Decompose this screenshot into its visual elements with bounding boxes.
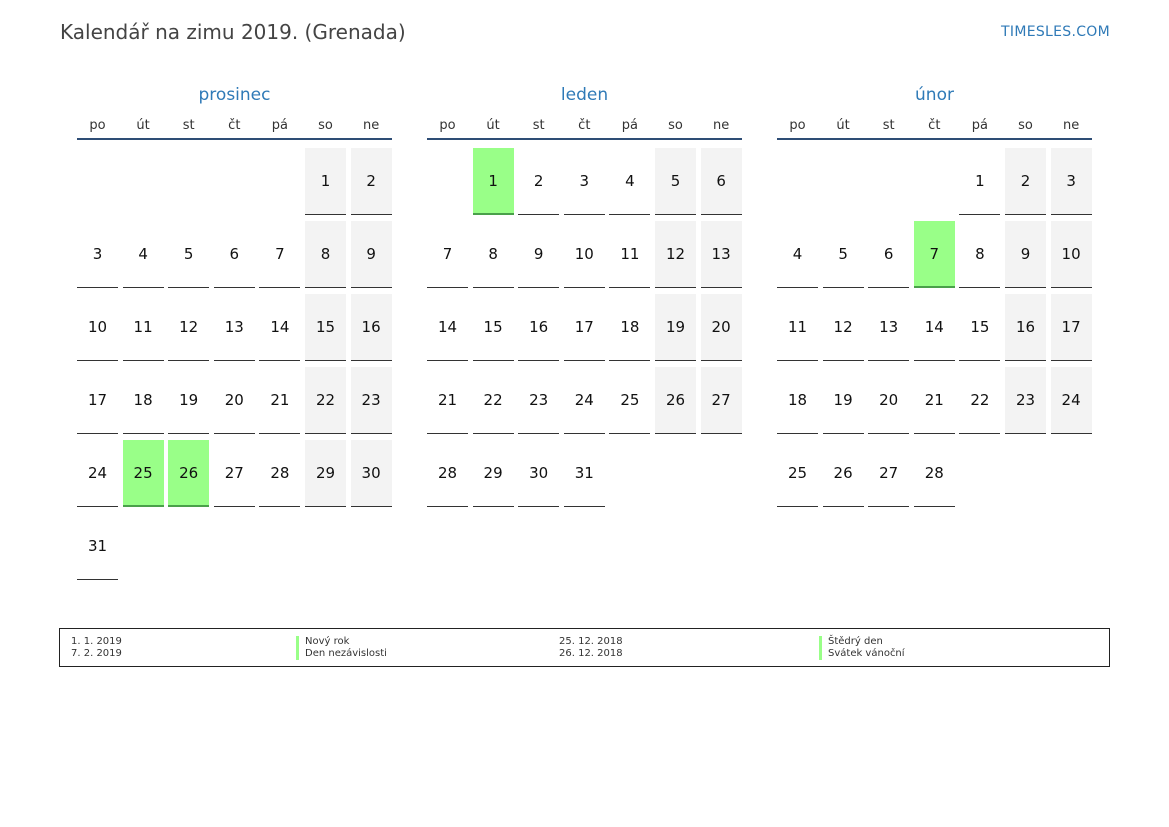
weekday-label: čt: [228, 118, 241, 133]
day-cell: 14: [914, 294, 955, 361]
day-cell: 9: [1005, 221, 1046, 288]
day-cell: 2: [351, 148, 392, 215]
legend-date: 25. 12. 2018: [559, 636, 623, 647]
day-cell: 30: [518, 440, 559, 507]
day-cell: 1: [473, 148, 514, 215]
legend-names-column: [296, 636, 387, 660]
day-cell: 10: [77, 294, 118, 361]
legend-holiday-name: Štědrý den: [819, 636, 905, 648]
day-cell: 2: [1005, 148, 1046, 215]
day-cell: 18: [777, 367, 818, 434]
weekday-header: [427, 118, 742, 140]
day-cell: 16: [518, 294, 559, 361]
month-calendar-february: [777, 84, 1092, 482]
holiday-legend: [59, 628, 1110, 667]
legend-names-column: [819, 636, 905, 660]
day-cell: 10: [1051, 221, 1092, 288]
day-cell: 19: [655, 294, 696, 361]
day-cell: 31: [77, 513, 118, 580]
day-cell: 19: [168, 367, 209, 434]
weekday-label: ne: [362, 118, 380, 133]
day-cell: 17: [77, 367, 118, 434]
day-cell: 27: [701, 367, 742, 434]
day-cell: 13: [701, 221, 742, 288]
legend-date: 1. 1. 2019: [71, 636, 122, 647]
day-cell: 15: [305, 294, 346, 361]
weekday-label: so: [668, 118, 683, 133]
weekday-header: [77, 118, 392, 140]
day-cell: 8: [959, 221, 1000, 288]
day-cell: 28: [259, 440, 300, 507]
day-cell: 16: [1005, 294, 1046, 361]
day-cell: 29: [305, 440, 346, 507]
day-cell: 21: [427, 367, 468, 434]
legend-dates-column: [559, 636, 623, 660]
day-cell: 24: [77, 440, 118, 507]
legend-date: 26. 12. 2018: [559, 648, 623, 659]
month-calendar-january: [427, 84, 742, 482]
day-cell: 20: [868, 367, 909, 434]
weekday-label: po: [789, 118, 806, 133]
day-cell: 5: [168, 221, 209, 288]
month-name: prosinec: [198, 85, 271, 105]
day-cell: 18: [123, 367, 164, 434]
day-cell: 21: [914, 367, 955, 434]
day-cell: 23: [518, 367, 559, 434]
legend-dates-column: [71, 636, 122, 660]
day-cell: 28: [914, 440, 955, 507]
legend-holiday-name: Svátek vánoční: [819, 648, 905, 660]
day-cell: 13: [214, 294, 255, 361]
day-cell: 26: [168, 440, 209, 507]
weekday-label: po: [439, 118, 456, 133]
day-cell: 18: [609, 294, 650, 361]
day-cell: 2: [518, 148, 559, 215]
day-cell: 7: [259, 221, 300, 288]
day-cell: 8: [473, 221, 514, 288]
day-cell: 3: [77, 221, 118, 288]
day-cell: 6: [701, 148, 742, 215]
legend-holiday-name: Den nezávislosti: [296, 648, 387, 660]
day-cell: 27: [214, 440, 255, 507]
weekday-label: pá: [971, 118, 988, 133]
weekday-label: ne: [712, 118, 730, 133]
day-cell: 25: [609, 367, 650, 434]
site-link[interactable]: TIMESLES.COM: [1001, 24, 1110, 40]
day-cell: 24: [564, 367, 605, 434]
day-cell: 31: [564, 440, 605, 507]
weekday-label: pá: [621, 118, 638, 133]
day-cell: 4: [123, 221, 164, 288]
day-cell: 10: [564, 221, 605, 288]
weekday-label: ne: [1062, 118, 1080, 133]
legend-date: 7. 2. 2019: [71, 648, 122, 659]
day-cell: 11: [609, 221, 650, 288]
weekday-label: út: [836, 118, 850, 133]
day-cell: 12: [168, 294, 209, 361]
day-cell: 11: [123, 294, 164, 361]
month-name: únor: [915, 85, 954, 105]
day-cell: 19: [823, 367, 864, 434]
day-cell: 22: [305, 367, 346, 434]
weekday-label: pá: [271, 118, 288, 133]
day-cell: 23: [1005, 367, 1046, 434]
day-cell: 12: [655, 221, 696, 288]
day-cell: 27: [868, 440, 909, 507]
page-title: Kalendář na zimu 2019. (Grenada): [60, 20, 406, 44]
day-cell: 4: [777, 221, 818, 288]
month-calendar-december: [77, 84, 392, 555]
day-cell: 5: [823, 221, 864, 288]
day-cell: 1: [959, 148, 1000, 215]
day-cell: 22: [959, 367, 1000, 434]
day-cell: 24: [1051, 367, 1092, 434]
day-cell: 16: [351, 294, 392, 361]
day-cell: 12: [823, 294, 864, 361]
weekday-label: út: [136, 118, 150, 133]
day-cell: 23: [351, 367, 392, 434]
day-cell: 28: [427, 440, 468, 507]
day-cell: 14: [427, 294, 468, 361]
weekday-label: po: [89, 118, 106, 133]
day-cell: 26: [823, 440, 864, 507]
weekday-header: [777, 118, 1092, 140]
day-cell: 30: [351, 440, 392, 507]
weekday-label: so: [1018, 118, 1033, 133]
day-cell: 1: [305, 148, 346, 215]
day-cell: 20: [214, 367, 255, 434]
day-cell: 22: [473, 367, 514, 434]
weekday-label: út: [486, 118, 500, 133]
weekday-label: st: [182, 118, 195, 133]
day-cell: 25: [777, 440, 818, 507]
day-cell: 4: [609, 148, 650, 215]
day-cell: 17: [564, 294, 605, 361]
day-cell: 7: [914, 221, 955, 288]
day-cell: 3: [564, 148, 605, 215]
day-cell: 14: [259, 294, 300, 361]
weekday-label: st: [532, 118, 545, 133]
day-cell: 11: [777, 294, 818, 361]
legend-holiday-name: Nový rok: [296, 636, 387, 648]
day-cell: 9: [518, 221, 559, 288]
day-cell: 15: [473, 294, 514, 361]
day-cell: 20: [701, 294, 742, 361]
day-cell: 6: [868, 221, 909, 288]
day-cell: 8: [305, 221, 346, 288]
day-cell: 21: [259, 367, 300, 434]
day-cell: 5: [655, 148, 696, 215]
weekday-label: čt: [928, 118, 941, 133]
day-cell: 3: [1051, 148, 1092, 215]
day-cell: 9: [351, 221, 392, 288]
day-cell: 26: [655, 367, 696, 434]
day-cell: 25: [123, 440, 164, 507]
day-cell: 17: [1051, 294, 1092, 361]
month-name: leden: [560, 85, 609, 105]
day-cell: 15: [959, 294, 1000, 361]
day-cell: 6: [214, 221, 255, 288]
day-cell: 13: [868, 294, 909, 361]
day-cell: 29: [473, 440, 514, 507]
weekday-label: so: [318, 118, 333, 133]
weekday-label: st: [882, 118, 895, 133]
weekday-label: čt: [578, 118, 591, 133]
day-cell: 7: [427, 221, 468, 288]
